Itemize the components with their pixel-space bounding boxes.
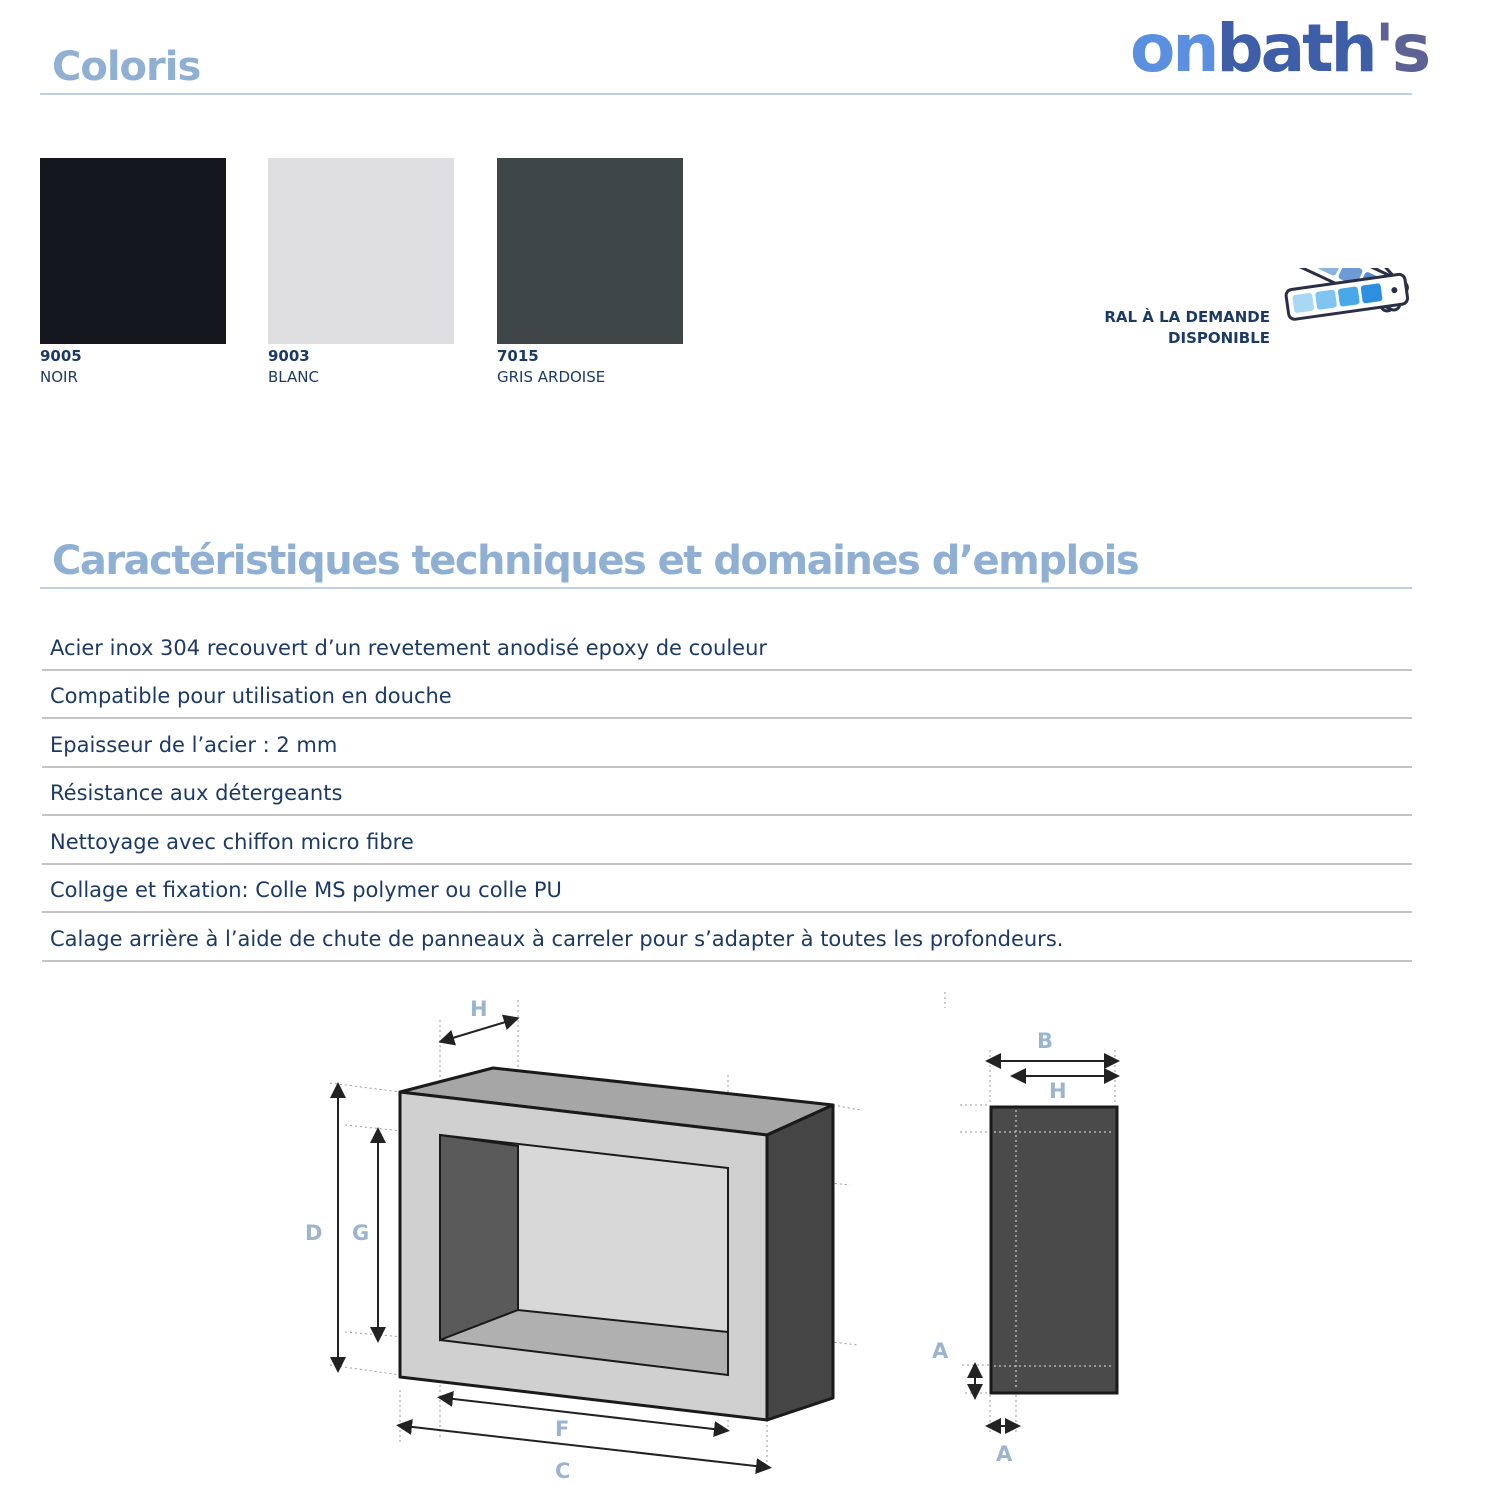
label-d: D	[305, 1221, 323, 1245]
swatch-gris-ardoise	[497, 158, 683, 344]
swatch-name: NOIR	[40, 368, 78, 386]
swatch-blanc	[268, 158, 454, 344]
onbaths-logo: onbath's	[1130, 10, 1429, 87]
swatch-noir	[40, 158, 226, 344]
ral-line-1: RAL À LA DEMANDE	[1104, 308, 1270, 326]
spec-item: Compatible pour utilisation en douche	[42, 671, 1412, 720]
caracteristiques-title: Caractéristiques techniques et domaines d’emplois	[52, 538, 1139, 584]
label-h-side: H	[1049, 1079, 1067, 1103]
side-view-profile	[991, 1107, 1117, 1393]
color-fan-icon	[1278, 268, 1418, 393]
label-g: G	[352, 1221, 370, 1245]
label-b: B	[1037, 1029, 1054, 1053]
spec-item: Collage et fixation: Colle MS polymer ou colle PU	[42, 865, 1412, 914]
ral-note	[1060, 307, 1270, 349]
label-h-top: H	[470, 997, 488, 1021]
divider	[40, 587, 1412, 589]
label-a-bottom: A	[996, 1442, 1013, 1466]
swatch-name: GRIS ARDOISE	[497, 368, 606, 386]
spec-item: Résistance aux détergeants	[42, 768, 1412, 817]
spec-item: Acier inox 304 recouvert d’un revetement anodisé epoxy de couleur	[42, 622, 1412, 671]
swatch-name: BLANC	[268, 368, 319, 386]
divider	[40, 93, 1412, 95]
coloris-title: Coloris	[52, 44, 201, 90]
spec-list	[42, 622, 1412, 962]
swatch-code: 9003	[268, 347, 310, 365]
label-a-side: A	[932, 1339, 949, 1363]
label-c: C	[555, 1459, 571, 1480]
label-f: F	[555, 1417, 570, 1441]
box-inner-side	[440, 1135, 518, 1340]
spec-item: Epaisseur de l’acier : 2 mm	[42, 719, 1412, 768]
dimension-diagram	[0, 980, 1500, 1480]
swatch-code: 9005	[40, 347, 82, 365]
ral-line-2: DISPONIBLE	[1168, 329, 1270, 347]
spec-item: Calage arrière à l’aide de chute de panneaux à carreler pour s’adapter à toutes les profondeurs.	[42, 913, 1412, 962]
swatch-code: 7015	[497, 347, 539, 365]
spec-item: Nettoyage avec chiffon micro fibre	[42, 816, 1412, 865]
box-side	[767, 1105, 833, 1420]
